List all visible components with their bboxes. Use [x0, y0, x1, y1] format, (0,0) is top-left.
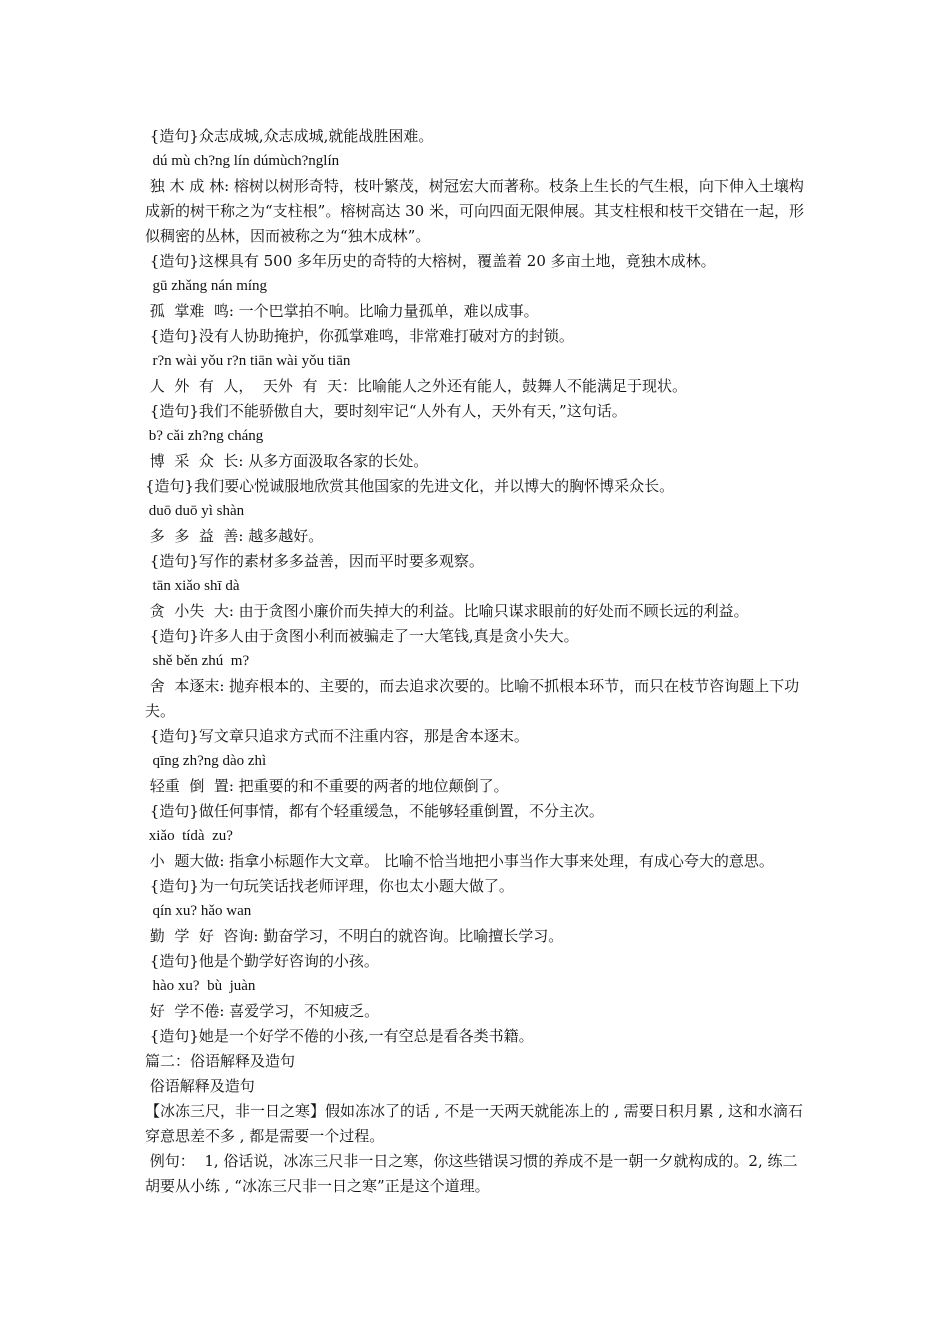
text-line: 人 外 有 人， 天外 有 天：比喻能人之外还有能人，鼓舞人不能满足于现状。	[145, 377, 688, 395]
pinyin-line: dú mù ch?ng lín dúmùch?nglín	[145, 153, 340, 169]
pinyin-line: qīng zh?ng dào zhì	[145, 753, 267, 769]
text-line: {造句}这棵具有 500 多年历史的奇特的大榕树，覆盖着 20 多亩土地，竟独木成林。	[145, 252, 716, 270]
pinyin-line: duō duō yì shàn	[145, 503, 245, 519]
text-line: 勤 学 好 咨询: 勤奋学习，不明白的就咨询。比喻擅长学习。	[145, 927, 564, 945]
text-line: {造句}许多人由于贪图小利而被骗走了一大笔钱,真是贪小失大。	[145, 627, 579, 645]
text-line: {造句}她是一个好学不倦的小孩,一有空总是看各类书籍。	[145, 1027, 534, 1045]
text-line: {造句}没有人协助掩护，你孤掌难鸣，非常难打破对方的封锁。	[145, 327, 574, 345]
pinyin-line: hào xu? bù juàn	[145, 978, 256, 994]
text-line: {造句}我们不能骄傲自大，要时刻牢记“人外有人，天外有天，”这句话。	[145, 402, 627, 420]
text-line: {造句}做任何事情，都有个轻重缓急，不能够轻重倒置，不分主次。	[145, 802, 604, 820]
text-line: {造句}写文章只追求方式而不注重内容，那是舍本逐末。	[145, 727, 529, 745]
pinyin-line: r?n wài yǒu r?n tiān wài yǒu tiān	[145, 353, 351, 369]
pinyin-line: b? cǎi zh?ng cháng	[145, 428, 264, 444]
text-line: 舍 本逐末: 抛弃根本的、主要的，而去追求次要的。比喻不抓根本环节，而只在枝节咨询题上下功夫。	[145, 677, 800, 720]
text-line: {造句}他是个勤学好咨询的小孩。	[145, 952, 379, 970]
text-line: 好 学不倦: 喜爱学习，不知疲乏。	[145, 1002, 380, 1020]
text-line: 篇二：俗语解释及造句	[145, 1052, 296, 1070]
text-line: 【冰冻三尺，非一日之寒】假如冻冰了的话 , 不是一天两天就能冻上的 , 需要日积月累 , 这和水滴石穿意思差不多 , 都是需要一个过程。	[145, 1102, 803, 1145]
pinyin-line: qín xu? hǎo wan	[145, 903, 252, 919]
pinyin-line: tān xiǎo shī dà	[145, 578, 240, 594]
text-line: 多 多 益 善: 越多越好。	[145, 527, 324, 545]
text-line: {造句}众志成城,众志成城,就能战胜困难。	[145, 127, 434, 145]
text-line: {造句}为一句玩笑话找老师评理，你也太小题大做了。	[145, 877, 514, 895]
text-line: 贪 小失 大: 由于贪图小廉价而失掉大的利益。比喻只谋求眼前的好处而不顾长远的利益。	[145, 602, 749, 620]
pinyin-line: xiǎo tídà zu?	[145, 828, 233, 844]
document-body	[145, 124, 810, 1199]
text-line: 小 题大做: 指拿小标题作大文章。 比喻不恰当地把小事当作大事来处理，有成心夸大的意思。	[145, 852, 774, 870]
text-line: 博 采 众 长: 从多方面汲取各家的长处。	[145, 452, 429, 470]
pinyin-line: gū zhǎng nán míng	[145, 278, 268, 294]
text-line: 轻重 倒 置: 把重要的和不重要的两者的地位颠倒了。	[145, 777, 509, 795]
text-line: {造句}写作的素材多多益善，因而平时要多观察。	[145, 552, 484, 570]
text-line: 例句： 1, 俗话说，冰冻三尺非一日之寒，你这些错误习惯的养成不是一朝一夕就构成的。2, 练二胡要从小练 , “冰冻三尺非一日之寒”正是这个道理。	[145, 1152, 798, 1195]
pinyin-line: shě běn zhú m?	[145, 653, 250, 669]
text-line: {造句}我们要心悦诚服地欣赏其他国家的先进文化，并以博大的胸怀博采众长。	[145, 477, 675, 495]
text-line: 孤 掌难 鸣: 一个巴掌拍不响。比喻力量孤单，难以成事。	[145, 302, 539, 320]
text-line: 俗语解释及造句	[145, 1077, 255, 1095]
text-line: 独 木 成 林: 榕树以树形奇特，枝叶繁茂，树冠宏大而著称。枝条上生长的气生根，向下伸入土壤构成新的树干称之为“支柱根”。榕树高达 30 米，可向四面无限伸展。其支柱根和枝干交错在一起，形似稠密的丛林，因而被称之为“独木成林”。	[145, 177, 804, 245]
